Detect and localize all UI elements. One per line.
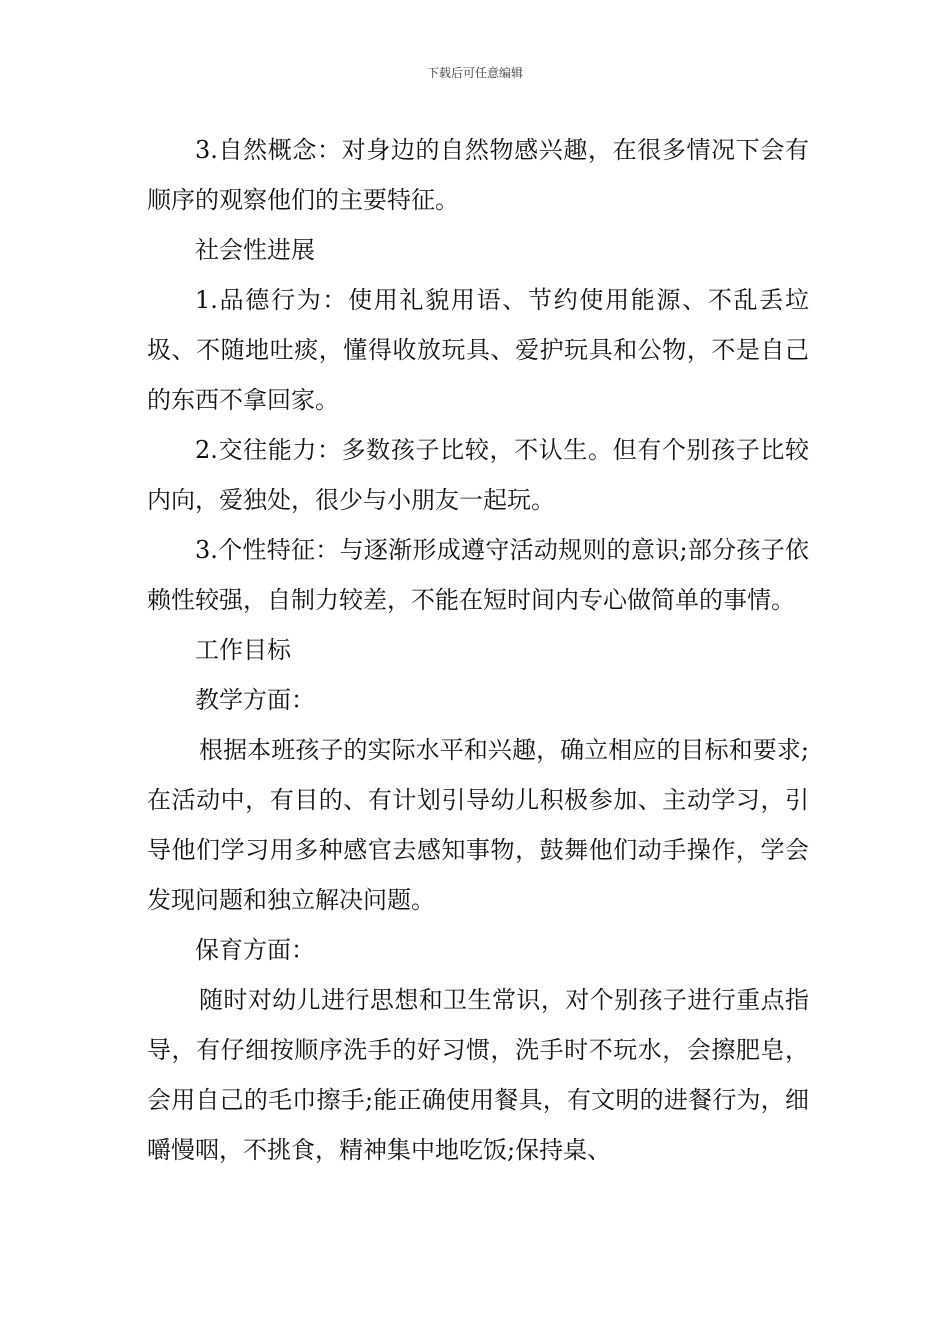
document-body — [147, 125, 809, 1175]
paragraph-social-ability: 2.交往能力：多数孩子比较，不认生。但有个别孩子比较内向，爱独处，很少与小朋友一起玩。 — [147, 436, 809, 514]
heading-care: 保育方面： — [195, 936, 315, 964]
paragraph-moral-behavior: 1.品德行为：使用礼貌用语、节约使用能源、不乱丢垃圾、不随地吐痰，懂得收放玩具、爱护玩具和公物，不是自己的东西不拿回家。 — [147, 286, 809, 414]
paragraph-teaching: 根据本班孩子的实际水平和兴趣，确立相应的目标和要求;在活动中，有目的、有计划引导幼儿积极参加、主动学习，引导他们学习用多种感官去感知事物，鼓舞他们动手操作，学会发现问题和独立解决问题。 — [147, 736, 809, 914]
page-header-note: 下载后可任意编辑 — [426, 66, 523, 80]
paragraph-personality: 3.个性特征：与逐渐形成遵守活动规则的意识;部分孩子依赖性较强，自制力较差，不能在短时间内专心做简单的事情。 — [147, 536, 809, 614]
heading-work-goals: 工作目标 — [195, 636, 291, 664]
heading-teaching: 教学方面： — [195, 686, 315, 714]
paragraph-natural-concept: 3.自然概念：对身边的自然物感兴趣，在很多情况下会有顺序的观察他们的主要特征。 — [147, 136, 809, 214]
heading-social-development: 社会性进展 — [195, 236, 315, 264]
paragraph-care: 随时对幼儿进行思想和卫生常识，对个别孩子进行重点指导，有仔细按顺序洗手的好习惯，洗手时不玩水，会擦肥皂，会用自己的毛巾擦手;能正确使用餐具，有文明的进餐行为，细嚼慢咽，不挑食，精神集中地吃饭;保持桌、 — [147, 986, 809, 1164]
